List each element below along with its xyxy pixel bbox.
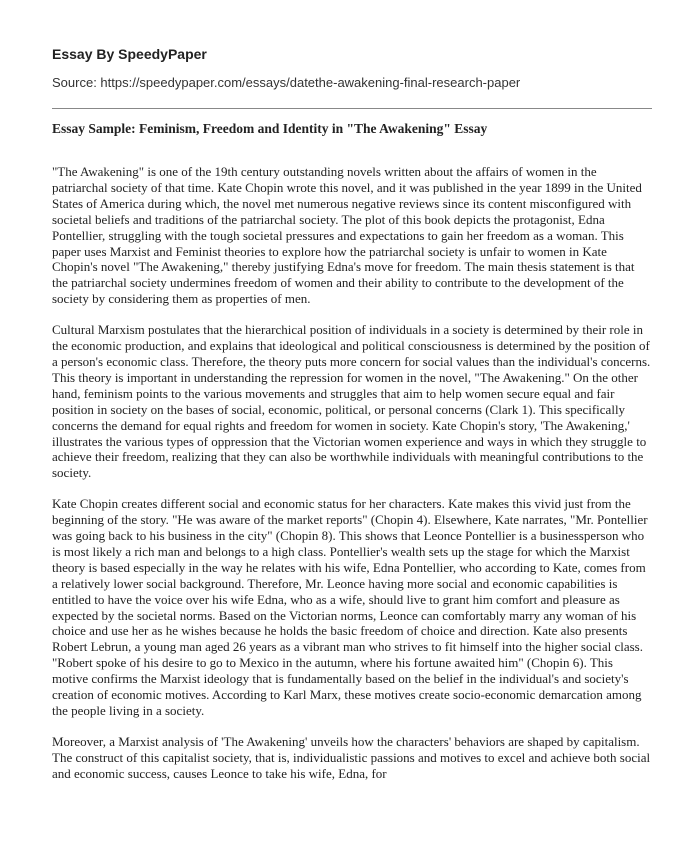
essay-paragraph: "The Awakening" is one of the 19th century outstanding novels written about the affairs of women in the patriarchal society of that time. Kate Chopin wrote this novel, and it was published in the year 1899 in the United States of America during which, the novel met numerous negative reviews since its content misconfigured with societal beliefs and traditions of the patriarchal society. The plot of this book depicts the protagonist, Edna Pontellier, struggling with the tough societal pressures and expectations to gain her freedom as a woman. This paper uses Marxist and Feminist theories to explore how the patriarchal society is unfair to women in Kate Chopin's novel "The Awakening," thereby justifying Edna's move for freedom. The main thesis statement is that the patriarchal society undermines freedom of women and their ability to contribute to the development of the society by considering them as properties of men. <box>52 164 642 307</box>
essay-body <box>52 164 652 782</box>
essay-paragraph: Cultural Marxism postulates that the hierarchical position of individuals in a society is determined by their role in the economic production, and explains that ideological and political consciousness is determined by the position of a person's economic class. Therefore, the theory puts more concern for social values than the individual's concerns. This theory is important in understanding the repression for women in the novel, "The Awakening." On the other hand, feminism points to the various movements and struggles that aim to help women secure equal and fair position in society on the bases of social, economic, political, or personal concerns (Clark 1). This specifically concerns the demand for equal rights and freedom for women in society. Kate Chopin's story, 'The Awakening,' illustrates the various types of oppression that the Victorian women experience and ways in which they struggle to achieve their freedom, realizing that they can also be worthwhile individuals with meaningful contributions to the society. <box>52 322 651 481</box>
essay-paragraph: Kate Chopin creates different social and economic status for her characters. Kate makes this vivid just from the beginning of the story. "He was aware of the market reports" (Chopin 4). Elsewhere, Kate narrates, "Mr. Pontellier was going back to his business in the city" (Chopin 8). This shows that Leonce Pontellier is a businessperson who is most likely a rich man and belongs to a high class. Pontellier's wealth sets up the stage for which the Marxist theory is based especially in the way he relates with his wife, Edna Pontellier, who according to Kate, comes from a relatively lower social background. Therefore, Mr. Leonce having more social and economic capabilities is entitled to have the voice over his wife Edna, who as a wife, should live to grant him comfort and pleasure as expected by the societal norms. Based on the Victorian norms, Leonce can comfortably marry any woman of his choice and use her as he wishes because he holds the basic freedom of choice and direction. Kate also presents Robert Lebrun, a young man aged 26 years as a vibrant man who strives to fit himself into the higher social class. "Robert spoke of his desire to go to Mexico in the autumn, where his fortune awaited him" (Chopin 6). This motive confirms the Marxist ideology that is fundamentally based on the belief in the individual's and society's creation of economic motives. According to Karl Marx, these motives create socio-economic demarcation among the people living in a society. <box>52 496 648 718</box>
essay-title: Essay Sample: Feminism, Freedom and Identity in "The Awakening" Essay <box>52 121 488 136</box>
source-line: Source: https://speedypaper.com/essays/datethe-awakening-final-research-paper <box>52 75 521 90</box>
essay-paragraph: Moreover, a Marxist analysis of 'The Awakening' unveils how the characters' behaviors are shaped by capitalism. The construct of this capitalist society, that is, individualistic passions and motives to excel and achieve both social and economic success, causes Leonce to take his wife, Edna, for <box>52 733 651 781</box>
header-divider <box>52 108 652 109</box>
site-name: Essay By SpeedyPaper <box>52 46 207 62</box>
